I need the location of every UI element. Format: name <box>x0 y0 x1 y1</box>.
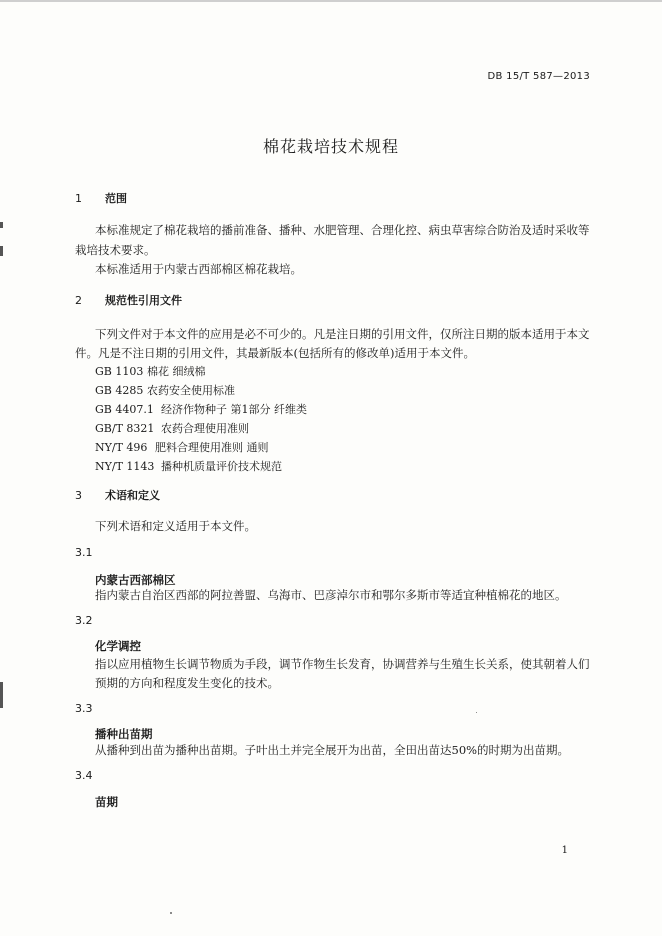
section-title: 术语和定义 <box>105 489 160 502</box>
term-number: 3.2 <box>75 614 93 627</box>
scan-edge-mark <box>0 222 3 228</box>
section-title: 范围 <box>105 192 127 205</box>
reference-item <box>95 381 235 400</box>
term-name: 化学调控 <box>95 639 141 653</box>
term-number: 3.1 <box>75 546 93 559</box>
scan-speck <box>476 712 477 713</box>
section-title: 规范性引用文件 <box>105 294 182 307</box>
term-name: 播种出苗期 <box>95 727 153 741</box>
term-name: 内蒙古西部棉区 <box>95 573 176 587</box>
term-name: 苗期 <box>95 795 118 809</box>
reference-name: 棉花 细绒棉 <box>147 365 206 378</box>
section-number: 2 <box>75 294 82 307</box>
reference-name: 农药安全使用标准 <box>147 384 235 397</box>
reference-code: GB 4407.1 <box>95 403 154 416</box>
term-number: 3.4 <box>75 769 93 782</box>
term-definition-line: 预期的方向和程度发生变化的技术。 <box>95 676 279 690</box>
term-definition-line: 指内蒙古自治区西部的阿拉善盟、乌海市、巴彦淖尔市和鄂尔多斯市等适宜种植棉花的地区。 <box>95 588 567 602</box>
reference-code: GB/T 8321 <box>95 422 155 435</box>
paragraph-line: 本标准适用于内蒙古西部棉区棉花栽培。 <box>95 262 302 276</box>
term-definition-line: 指以应用植物生长调节物质为手段，调节作物生长发育，协调营养与生殖生长关系，使其朝着人们 <box>95 657 590 671</box>
paragraph-line: 本标准规定了棉花栽培的播前准备、播种、水肥管理、合理化控、病虫草害综合防治及适时采收等 <box>95 223 590 237</box>
section-number: 3 <box>75 489 82 502</box>
section-2-heading <box>75 292 182 308</box>
term-number: 3.3 <box>75 702 93 715</box>
page-number: 1 <box>561 845 568 856</box>
paragraph-line: 下列文件对于本文件的应用是必不可少的。凡是注日期的引用文件，仅所注日期的版本适用于本文 <box>95 327 590 341</box>
paragraph-line: 栽培技术要求。 <box>75 243 156 257</box>
reference-code: NY/T 496 <box>95 441 148 454</box>
reference-name: 播种机质量评价技术规范 <box>161 460 282 473</box>
paragraph-line: 下列术语和定义适用于本文件。 <box>95 519 256 533</box>
reference-item <box>95 438 269 457</box>
document-title: 棉花栽培技术规程 <box>262 137 399 156</box>
reference-code: NY/T 1143 <box>95 460 155 473</box>
reference-name: 肥料合理使用准则 通则 <box>155 441 269 454</box>
reference-name: 经济作物种子 第1部分 纤维类 <box>161 403 307 416</box>
paragraph-line: 件。凡是不注日期的引用文件，其最新版本(包括所有的修改单)适用于本文件。 <box>75 346 475 360</box>
reference-code: GB 1103 <box>95 365 144 378</box>
reference-item <box>95 362 206 381</box>
scan-speck <box>170 912 172 914</box>
section-number: 1 <box>75 192 82 205</box>
section-1-heading <box>75 190 127 206</box>
scan-edge-mark <box>0 682 3 708</box>
reference-item <box>95 419 249 438</box>
term-definition-line: 从播种到出苗为播种出苗期。子叶出土并完全展开为出苗，全田出苗达50%的时期为出苗期。 <box>95 743 570 757</box>
reference-name: 农药合理使用准则 <box>161 422 249 435</box>
section-3-heading <box>75 487 160 503</box>
reference-item <box>95 400 307 419</box>
reference-item <box>95 457 282 476</box>
page-top-edge <box>0 0 662 2</box>
reference-code: GB 4285 <box>95 384 144 397</box>
document-code: DB 15/T 587—2013 <box>487 71 590 82</box>
scan-edge-mark <box>0 246 3 256</box>
